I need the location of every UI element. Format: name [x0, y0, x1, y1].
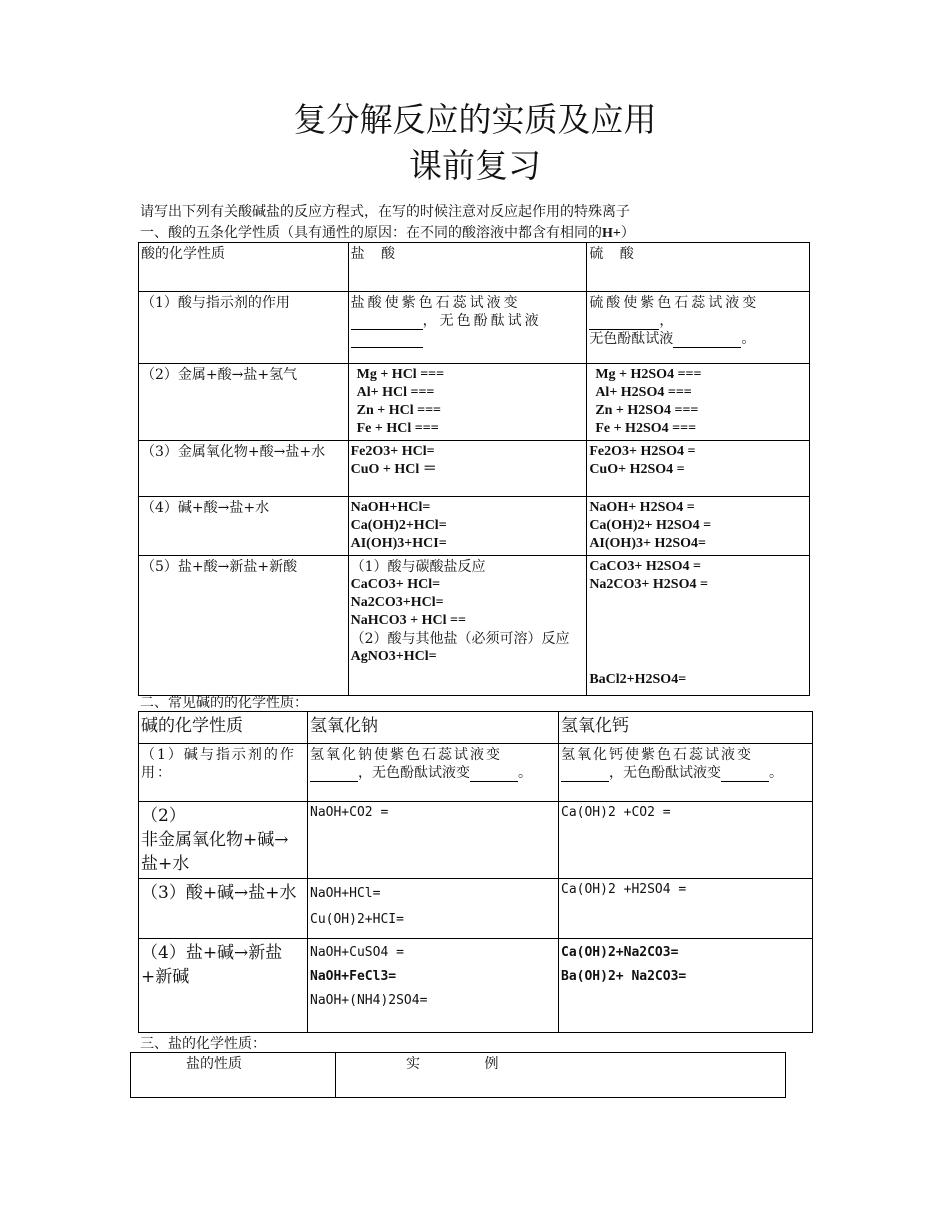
- hcl-metal-cell: [348, 364, 587, 441]
- equation: NaHCO3 + HCl ==: [350, 613, 466, 628]
- caoh-indicator-cell: 氢氧化钙使紫色石蕊试液变 ，无色酚酞试液变 。: [559, 744, 813, 802]
- header-hcl: 盐 酸: [348, 243, 587, 292]
- table-row: [139, 879, 813, 939]
- hcl-oxide-cell: [348, 441, 587, 497]
- equation: Na2CO3+HCl=: [350, 595, 444, 610]
- equation: Mg + HCl ===: [356, 367, 445, 382]
- acid-prop-3: （3）金属氧化物+酸→盐+水: [139, 441, 349, 497]
- header-h2so4: 硫 酸: [587, 243, 810, 292]
- equation: NaOH+HCl=: [310, 886, 381, 901]
- equation: NaOH+(NH4)2SO4=: [310, 993, 428, 1008]
- acid-prop-1: （1）酸与指示剂的作用: [139, 292, 349, 364]
- header-acid-property: 酸的化学性质: [139, 243, 349, 292]
- acid-prop-4: （4）碱+酸→盐+水: [139, 497, 349, 556]
- base-prop-3: （3）酸+碱→盐+水: [139, 879, 308, 939]
- section2-heading: 二、常见碱的的化学性质：: [140, 695, 308, 711]
- answer-blank[interactable]: [589, 315, 659, 330]
- table-row: [139, 364, 810, 441]
- equation: Zn + HCl ===: [356, 403, 442, 418]
- equation: Ca(OH)2+ H2SO4 =: [589, 518, 712, 533]
- section1-heading: 一、酸的五条化学性质（具有通性的原因：在不同的酸溶液中都含有相同的H+）: [140, 225, 635, 241]
- equation: CuO+ H2SO4 =: [589, 462, 685, 477]
- hcl-salt-cell: [348, 556, 587, 696]
- h2so4-oxide-cell: [587, 441, 810, 497]
- base-prop-1: （1）碱与指示剂的作用：: [139, 744, 308, 802]
- equation: AI(OH)3+HCI=: [350, 536, 447, 551]
- h2so4-base-cell: [587, 497, 810, 556]
- answer-blank[interactable]: [470, 767, 518, 782]
- answer-blank[interactable]: [673, 333, 741, 348]
- equation: Zn + H2SO4 ===: [595, 403, 699, 418]
- h2so4-salt-cell: [587, 556, 810, 696]
- instruction-text: 请写出下列有关酸碱盐的反应方程式，在写的时候注意对反应起作用的特殊离子: [140, 204, 630, 220]
- base-prop-2: （2） 非金属氧化物+碱→盐+水: [139, 802, 308, 879]
- equation: Al+ H2SO4 ===: [595, 385, 692, 400]
- naoh-co2-cell: NaOH+CO2 =: [308, 802, 559, 879]
- h2so4-metal-cell: [587, 364, 810, 441]
- h-ion: H+: [602, 226, 621, 241]
- hcl-base-cell: [348, 497, 587, 556]
- equation: AI(OH)3+ H2SO4=: [589, 536, 706, 551]
- table-row: [139, 497, 810, 556]
- caoh-acid-cell: Ca(OH)2 +H2SO4 =: [559, 879, 813, 939]
- table-row: [139, 712, 813, 744]
- hcl-indicator-cell: 盐酸使紫色石蕊试液变 ，无色酚酞试液: [348, 292, 587, 364]
- caoh-salt-cell: [559, 939, 813, 1033]
- equation: CuO + HCl ＝: [350, 462, 437, 477]
- equation: Fe + H2SO4 ===: [595, 421, 697, 436]
- page-title: 复分解反应的实质及应用: [293, 100, 657, 139]
- equation: CaCO3+ HCl=: [350, 577, 441, 592]
- answer-blank[interactable]: [351, 333, 423, 348]
- header-base-property: 碱的化学性质: [139, 712, 308, 744]
- naoh-salt-cell: [308, 939, 559, 1033]
- caoh-co2-cell: Ca(OH)2 +CO2 =: [559, 802, 813, 879]
- equation: Fe2O3+ H2SO4 =: [589, 444, 696, 459]
- header-caoh2: 氢氧化钙: [559, 712, 813, 744]
- equation: Na2CO3+ H2SO4 =: [589, 577, 708, 592]
- equation: Fe2O3+ HCl=: [350, 444, 435, 459]
- equation: AgNO3+HCl=: [350, 649, 437, 664]
- equation: NaOH+FeCl3=: [310, 969, 397, 984]
- equation: BaCl2+H2SO4=: [589, 672, 687, 687]
- header-salt-property: 盐的性质: [131, 1053, 336, 1098]
- answer-blank[interactable]: [310, 767, 358, 782]
- table-row: [131, 1053, 786, 1098]
- equation: Mg + H2SO4 ===: [595, 367, 702, 382]
- equation: Ba(OH)2+ Na2CO3=: [561, 969, 687, 984]
- equation: Fe + HCl ===: [356, 421, 439, 436]
- answer-blank[interactable]: [351, 315, 423, 330]
- acid-properties-table: [138, 242, 810, 696]
- equation: Ca(OH)2+Na2CO3=: [561, 945, 679, 960]
- equation: CaCO3+ H2SO4 =: [589, 559, 701, 574]
- equation: Ca(OH)2+HCl=: [350, 518, 447, 533]
- table-row: [139, 243, 810, 292]
- answer-blank[interactable]: [721, 767, 769, 782]
- answer-blank[interactable]: [561, 767, 609, 782]
- naoh-acid-cell: [308, 879, 559, 939]
- acid-prop-5: （5）盐+酸→新盐+新酸: [139, 556, 349, 696]
- equation: NaOH+CuSO4 =: [310, 945, 404, 960]
- header-examples: 实 例: [336, 1053, 786, 1098]
- base-prop-4: （4）盐+碱→新盐+新碱: [139, 939, 308, 1033]
- equation: NaOH+HCl=: [350, 500, 431, 515]
- table-row: [139, 939, 813, 1033]
- equation: Cu(OH)2+HCI=: [310, 912, 404, 927]
- sub-heading: （2）酸与其他盐（必须可溶）反应: [350, 631, 570, 647]
- table-row: [139, 744, 813, 802]
- header-naoh: 氢氧化钠: [308, 712, 559, 744]
- equation: Al+ HCl ===: [356, 385, 435, 400]
- table-row: [139, 802, 813, 879]
- section3-heading: 三、盐的化学性质：: [140, 1036, 266, 1052]
- page-subtitle: 课前复习: [409, 146, 541, 185]
- table-row: [139, 556, 810, 696]
- h2so4-indicator-cell: 硫酸使紫色石蕊试液变 ， 无色酚酞试液 。: [587, 292, 810, 364]
- acid-prop-2: （2）金属+酸→盐+氢气: [139, 364, 349, 441]
- naoh-indicator-cell: 氢氧化钠使紫色石蕊试液变 ，无色酚酞试液变 。: [308, 744, 559, 802]
- table-row: [139, 441, 810, 497]
- base-properties-table: [138, 711, 813, 1033]
- salt-properties-table: [130, 1052, 786, 1098]
- equation: NaOH+ H2SO4 =: [589, 500, 695, 515]
- sub-heading: （1）酸与碳酸盐反应: [350, 559, 486, 575]
- table-row: [139, 292, 810, 364]
